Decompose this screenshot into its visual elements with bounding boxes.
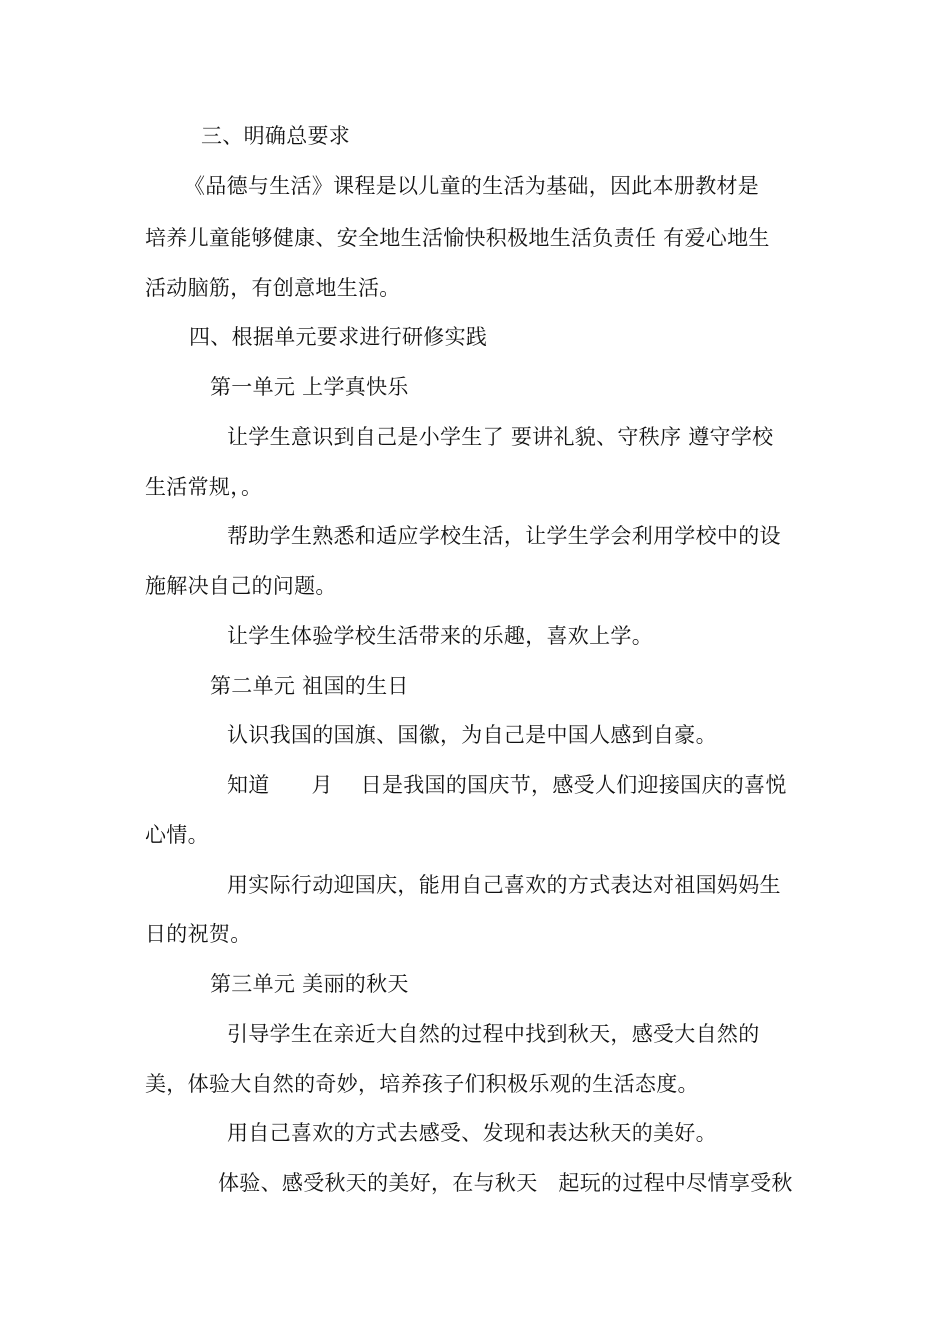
paragraph-line: 日的祝贺。 bbox=[145, 922, 252, 946]
paragraph-line: 美，体验大自然的奇妙，培养孩子们积极乐观的生活态度。 bbox=[145, 1072, 699, 1096]
unit-heading-1: 第一单元 上学真快乐 bbox=[210, 375, 409, 399]
paragraph-line: 心情。 bbox=[145, 823, 209, 847]
paragraph-line: 知道 月 日是我国的国庆节，感受人们迎接国庆的喜悦 bbox=[227, 773, 787, 797]
section-heading-3: 三、明确总要求 bbox=[201, 124, 351, 148]
paragraph-line: 让学生体验学校生活带来的乐趣，喜欢上学。 bbox=[227, 624, 653, 648]
paragraph-line: 活动脑筋，有创意地生活。 bbox=[145, 276, 401, 300]
section-heading-4: 四、根据单元要求进行研修实践 bbox=[189, 325, 488, 349]
paragraph-line: 培养儿童能够健康、安全地生活愉快积极地生活负责任 有爱心地生 bbox=[145, 226, 770, 250]
unit-heading-3: 第三单元 美丽的秋天 bbox=[210, 972, 409, 996]
paragraph-line: 用自己喜欢的方式去感受、发现和表达秋天的美好。 bbox=[227, 1121, 717, 1145]
paragraph-line: 用实际行动迎国庆，能用自己喜欢的方式表达对祖国妈妈生 bbox=[227, 873, 781, 897]
paragraph-line: 让学生意识到自己是小学生了 要讲礼貌、守秩序 遵守学校 bbox=[227, 425, 774, 449]
paragraph-line: 引导学生在亲近大自然的过程中找到秋天，感受大自然的 bbox=[227, 1022, 760, 1046]
paragraph-line: 《品德与生活》课程是以儿童的生活为基础，因此本册教材是 bbox=[184, 174, 760, 198]
paragraph-line: 体验、感受秋天的美好，在与秋天 起玩的过程中尽情享受秋 bbox=[218, 1171, 793, 1195]
paragraph-line: 帮助学生熟悉和适应学校生活，让学生学会利用学校中的设 bbox=[227, 524, 781, 548]
unit-heading-2: 第二单元 祖国的生日 bbox=[210, 674, 409, 698]
paragraph-line: 施解决自己的问题。 bbox=[145, 574, 337, 598]
paragraph-line: 认识我国的国旗、国徽，为自己是中国人感到自豪。 bbox=[227, 723, 717, 747]
paragraph-line: 生活常规，。 bbox=[145, 475, 263, 499]
